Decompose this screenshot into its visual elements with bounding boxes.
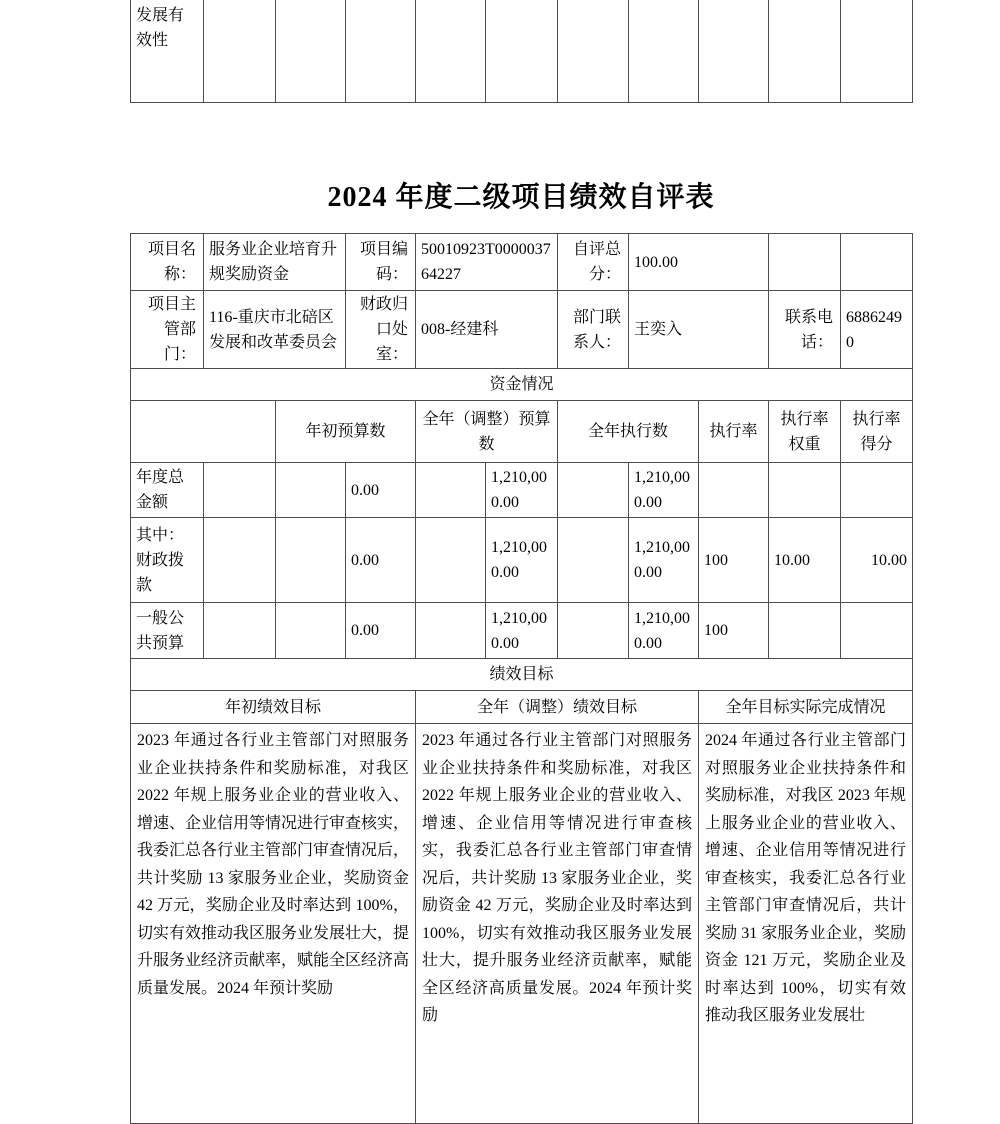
goals-section-row bbox=[131, 659, 913, 691]
funds-row-fiscal-allocation bbox=[131, 518, 913, 603]
funds-header-row bbox=[131, 401, 913, 463]
goals-text-row bbox=[131, 724, 913, 1124]
funds-row-label: 年度总金额 bbox=[131, 463, 204, 518]
project-name-value: 服务业企业培育升规奖励资金 bbox=[204, 234, 346, 291]
col-exec-rate: 执行率 bbox=[699, 401, 769, 463]
empty-cell bbox=[276, 603, 346, 659]
empty-cell bbox=[276, 463, 346, 518]
initial-goal-text: 2023 年通过各行业主管部门对照服务业企业扶持条件和奖励标准，对我区 2022 年规上服务业企业的营业收入、增速、企业信用等情况进行审查核实，我委汇总各行业主管部门审查情况后，共计奖励 13 家服务业企业，奖励资金 42 万元，奖励企业及时率达到 100%，切实有效推动我区服务业发展壮大，提升服务业经济贡献率，赋能全区经济高质量发展。2024 年预计奖励 bbox=[131, 724, 416, 1124]
col-exec-rate-score: 执行率得分 bbox=[841, 401, 913, 463]
empty-cell bbox=[204, 603, 276, 659]
phone-label: 联系电话： bbox=[769, 291, 841, 369]
col-initial-budget: 年初预算数 bbox=[276, 401, 416, 463]
initial-budget-value: 0.00 bbox=[346, 463, 416, 518]
col-initial-goal: 年初绩效目标 bbox=[131, 691, 416, 724]
project-name-label: 项目名称： bbox=[131, 234, 204, 291]
page-title: 2024 年度二级项目绩效自评表 bbox=[327, 182, 715, 213]
empty-cell bbox=[204, 0, 276, 102]
funds-row-label: 其中：财政拨款 bbox=[131, 518, 204, 603]
self-score-label: 自评总分： bbox=[558, 234, 629, 291]
project-code-label: 项目编码： bbox=[346, 234, 416, 291]
exec-rate-score-value bbox=[841, 603, 913, 659]
funds-section-title: 资金情况 bbox=[131, 369, 913, 401]
top-partial-table bbox=[130, 0, 913, 103]
executed-value: 1,210,000.00 bbox=[629, 603, 699, 659]
finance-office-value: 008-经建科 bbox=[416, 291, 558, 369]
empty-cell bbox=[276, 0, 346, 102]
adjusted-goal-text: 2023 年通过各行业主管部门对照服务业企业扶持条件和奖励标准，对我区 2022 年规上服务业企业的营业收入、增速、企业信用等情况进行审查核实，我委汇总各行业主管部门审查情况后，共计奖励 13 家服务业企业，奖励资金 42 万元，奖励企业及时率达到 100%，切实有效推动我区服务业发展壮大，提升服务业经济贡献率，赋能全区经济高质量发展。2024 年预计奖励 bbox=[416, 724, 699, 1124]
empty-cell bbox=[486, 0, 558, 102]
empty-cell bbox=[416, 518, 486, 603]
funds-row-annual-total bbox=[131, 463, 913, 518]
col-adjusted-goal: 全年（调整）绩效目标 bbox=[416, 691, 699, 724]
empty-cell bbox=[769, 0, 841, 102]
contact-value: 王奕入 bbox=[629, 291, 769, 369]
empty-cell bbox=[558, 603, 629, 659]
goals-header-row bbox=[131, 691, 913, 724]
goals-section-title: 绩效目标 bbox=[131, 659, 913, 691]
empty-cell bbox=[416, 463, 486, 518]
dept-value: 116-重庆市北碚区发展和改革委员会 bbox=[204, 291, 346, 369]
empty-cell bbox=[204, 463, 276, 518]
col-executed: 全年执行数 bbox=[558, 401, 699, 463]
contact-label: 部门联系人： bbox=[558, 291, 629, 369]
exec-rate-value bbox=[699, 463, 769, 518]
exec-rate-weight-value: 10.00 bbox=[769, 518, 841, 603]
empty-cell bbox=[416, 603, 486, 659]
funds-row-label: 一般公共预算 bbox=[131, 603, 204, 659]
funds-section-row bbox=[131, 369, 913, 401]
col-actual-completion: 全年目标实际完成情况 bbox=[699, 691, 913, 724]
empty-cell bbox=[276, 518, 346, 603]
exec-rate-value: 100 bbox=[699, 603, 769, 659]
exec-rate-weight-value bbox=[769, 603, 841, 659]
empty-cell bbox=[769, 234, 841, 291]
adjusted-budget-value: 1,210,000.00 bbox=[486, 518, 558, 603]
empty-cell bbox=[841, 0, 913, 102]
empty-cell bbox=[558, 0, 629, 102]
exec-rate-weight-value bbox=[769, 463, 841, 518]
empty-cell bbox=[558, 463, 629, 518]
executed-value: 1,210,000.00 bbox=[629, 518, 699, 603]
col-exec-rate-weight: 执行率权重 bbox=[769, 401, 841, 463]
exec-rate-score-value bbox=[841, 463, 913, 518]
exec-rate-score-value: 10.00 bbox=[841, 518, 913, 603]
exec-rate-value: 100 bbox=[699, 518, 769, 603]
funds-row-general-public-budget bbox=[131, 603, 913, 659]
empty-cell bbox=[416, 0, 486, 102]
project-info-row-1 bbox=[131, 234, 913, 291]
empty-cell bbox=[346, 0, 416, 102]
cell-development-effectiveness: 发展有效性 bbox=[131, 0, 204, 102]
project-code-value: 50010923T000003764227 bbox=[416, 234, 558, 291]
empty-cell bbox=[699, 0, 769, 102]
finance-office-label: 财政归口处室： bbox=[346, 291, 416, 369]
project-info-row-2 bbox=[131, 291, 913, 369]
adjusted-budget-value: 1,210,000.00 bbox=[486, 603, 558, 659]
empty-cell bbox=[131, 401, 276, 463]
adjusted-budget-value: 1,210,000.00 bbox=[486, 463, 558, 518]
empty-cell bbox=[841, 234, 913, 291]
initial-budget-value: 0.00 bbox=[346, 518, 416, 603]
executed-value: 1,210,000.00 bbox=[629, 463, 699, 518]
empty-cell bbox=[204, 518, 276, 603]
self-score-value: 100.00 bbox=[629, 234, 769, 291]
phone-value: 68862490 bbox=[841, 291, 913, 369]
evaluation-table bbox=[130, 233, 913, 1124]
initial-budget-value: 0.00 bbox=[346, 603, 416, 659]
col-adjusted-budget: 全年（调整）预算数 bbox=[416, 401, 558, 463]
empty-cell bbox=[558, 518, 629, 603]
empty-cell bbox=[629, 0, 699, 102]
actual-completion-text: 2024 年通过各行业主管部门对照服务业企业扶持条件和奖励标准，对我区 2023 年规上服务业企业的营业收入、增速、企业信用等情况进行审查核实，我委汇总各行业主管部门审查情况后，共计奖励 31 家服务业企业，奖励资金 121 万元，奖励企业及时率达到 100%，切实有效推动我区服务业发展壮 bbox=[699, 724, 913, 1124]
dept-label: 项目主管部门： bbox=[131, 291, 204, 369]
